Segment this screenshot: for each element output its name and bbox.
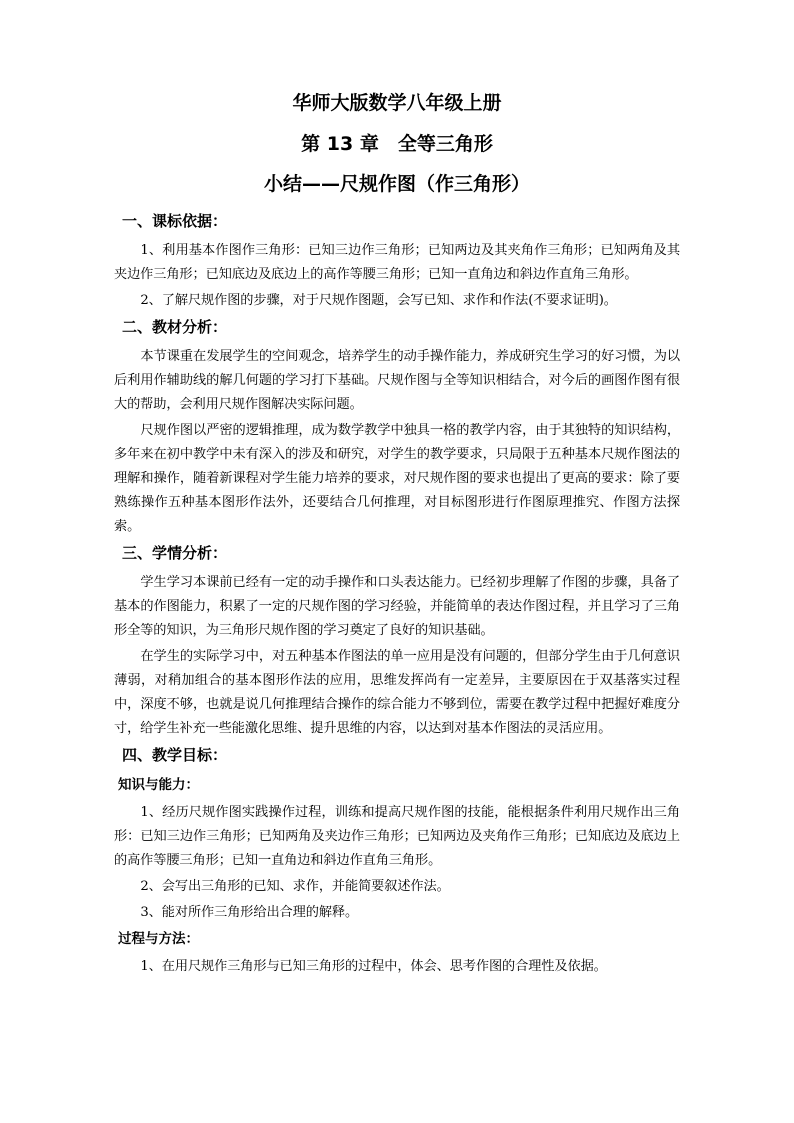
paragraph: 2、会写出三角形的已知、求作，并能简要叙述作法。 (140, 879, 450, 894)
sub-heading-knowledge-ability: 知识与能力： (118, 777, 199, 793)
section-heading-textbook-analysis: 二、教材分析： (122, 318, 228, 336)
paragraph: 在学生的实际学习中，对五种基本作图法的单一应用是没有问题的，但部分学生由于几何意识薄弱，对稍加组合的基本图形作法的应用，思维发挥尚有一定差异，主要原因在于双基落实过程中，深度不够，也就是说几何推理结合操作的综合能力不够到位，需要在教学过程中把握好难度分寸，给学生补充一些能激化思维、提升思维的内容，以达到对基本作图法的灵活应用。 (114, 649, 680, 736)
paragraph: 1、利用基本作图作三角形：已知三边作三角形；已知两边及其夹角作三角形；已知两角及其夹边作三角形；已知底边及底边上的高作等腰三角形；已知一直角边和斜边作直角三角形。 (114, 243, 680, 282)
paragraph: 1、在用尺规作三角形与已知三角形的过程中，体会、思考作图的合理性及依据。 (140, 959, 607, 974)
paragraph: 本节课重在发展学生的空间观念，培养学生的动手操作能力，养成研究生学习的好习惯，为以后利用作辅助线的解几何题的学习打下基础。尺规作图与全等知识相结合，对今后的画图作图有很大的帮助，会利用尺规作图解决实际问题。 (114, 349, 680, 412)
sub-heading-process-method: 过程与方法： (118, 931, 199, 947)
chapter-title: 第 13 章 全等三角形 (301, 133, 493, 155)
paragraph: 2、了解尺规作图的步骤，对于尺规作图题，会写已知、求作和作法(不要求证明)。 (140, 293, 617, 308)
book-title: 华师大版数学八年级上册 (292, 92, 502, 114)
section-heading-curriculum: 一、课标依据： (122, 212, 228, 230)
paragraph: 尺规作图以严密的逻辑推理，成为数学教学中独具一格的教学内容，由于其独特的知识结构，多年来在初中教学中未有深入的涉及和研究，对学生的教学要求，只局限于五种基本尺规作图法的理解和操作，随着新课程对学生能力培养的要求，对尺规作图的要求也提出了更高的要求：除了要熟练操作五种基本图形作法外，还要结合几何推理，对目标图形进行作图原理推究、作图方法探索。 (114, 423, 680, 534)
section-heading-teaching-goals: 四、教学目标： (122, 746, 228, 764)
paragraph: 1、经历尺规作图实践操作过程，训练和提高尺规作图的技能，能根据条件利用尺规作出三角形：已知三边作三角形；已知两角及夹边作三角形；已知两边及夹角作三角形；已知底边及底边上的高作等腰三角形；已知一直角边和斜边作直角三角形。 (114, 805, 680, 868)
section-heading-student-analysis: 三、学情分析： (122, 544, 228, 562)
paragraph: 3、能对所作三角形给出合理的解释。 (140, 905, 359, 920)
lesson-title: 小结——尺规作图（作三角形） (263, 173, 530, 195)
paragraph: 学生学习本课前已经有一定的动手操作和口头表达能力。已经初步理解了作图的步骤，具备了基本的作图能力，积累了一定的尺规作图的学习经验，并能简单的表达作图过程，并且学习了三角形全等的知识，为三角形尺规作图的学习奠定了良好的知识基础。 (114, 575, 680, 638)
